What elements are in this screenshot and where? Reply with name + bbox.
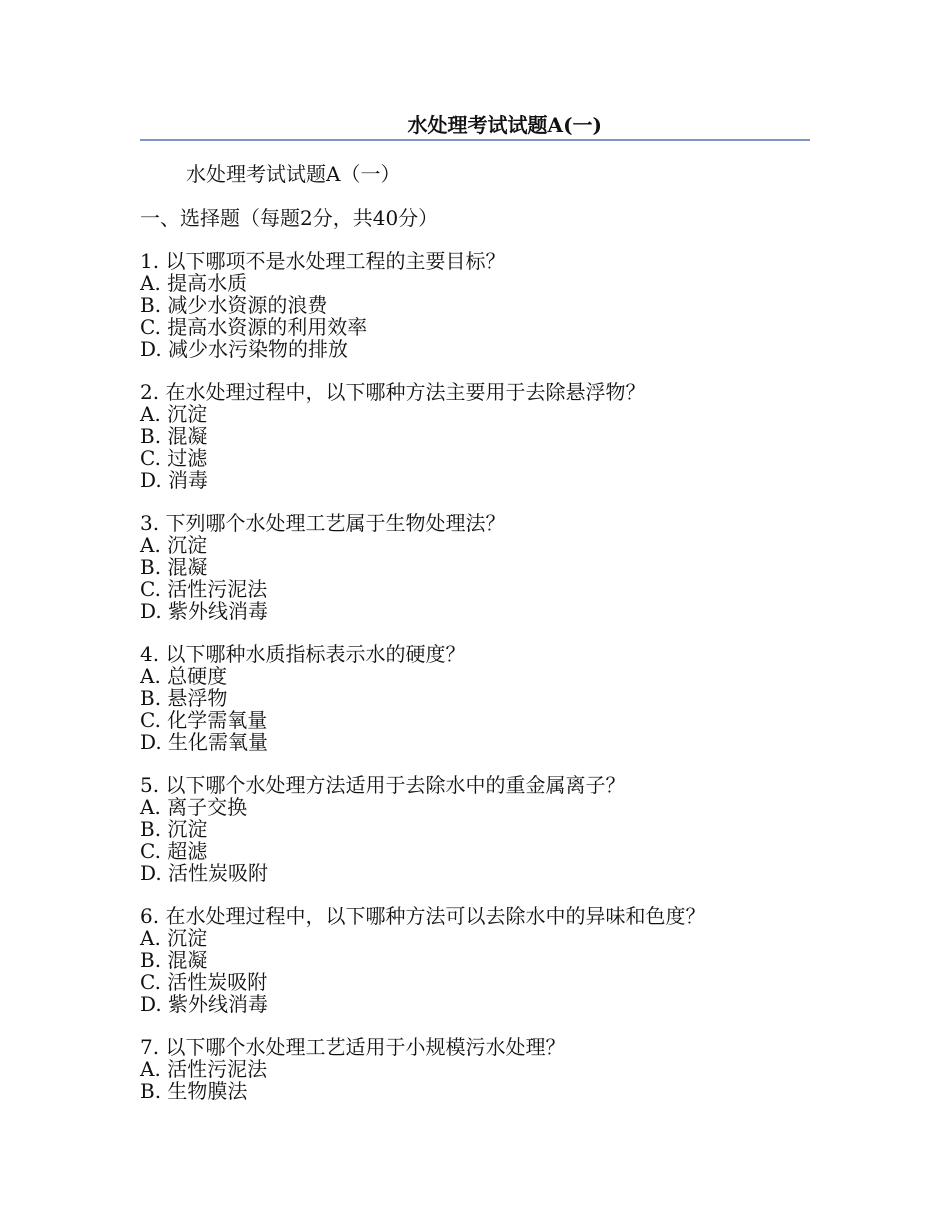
answer-option: A. 沉淀 bbox=[140, 926, 208, 950]
question-item bbox=[140, 1036, 820, 1102]
answer-option: B. 减少水资源的浪费 bbox=[140, 293, 328, 317]
answer-option: D. 减少水污染物的排放 bbox=[140, 337, 349, 361]
answer-option: A. 沉淀 bbox=[140, 533, 208, 557]
answer-option: A. 活性污泥法 bbox=[140, 1057, 268, 1081]
question-stem: 6. 在水处理过程中，以下哪种方法可以去除水中的异味和色度？ bbox=[140, 904, 706, 928]
question-list bbox=[140, 250, 820, 1123]
question-stem: 3. 下列哪个水处理工艺属于生物处理法？ bbox=[140, 511, 506, 535]
answer-option: B. 悬浮物 bbox=[140, 686, 228, 710]
answer-option: D. 紫外线消毒 bbox=[140, 599, 269, 623]
title-underline bbox=[140, 139, 810, 141]
answer-option: D. 消毒 bbox=[140, 468, 209, 492]
question-stem: 5. 以下哪个水处理方法适用于去除水中的重金属离子？ bbox=[140, 773, 626, 797]
answer-option: A. 提高水质 bbox=[140, 271, 248, 295]
answer-option: D. 紫外线消毒 bbox=[140, 992, 269, 1016]
answer-option: C. 活性污泥法 bbox=[140, 577, 268, 601]
answer-option: B. 混凝 bbox=[140, 555, 208, 579]
document-title: 水处理考试试题A(一) bbox=[407, 113, 602, 137]
answer-option: C. 过滤 bbox=[140, 446, 208, 470]
answer-option: C. 化学需氧量 bbox=[140, 708, 268, 732]
answer-option: D. 生化需氧量 bbox=[140, 730, 269, 754]
question-item bbox=[140, 381, 820, 491]
answer-option: B. 混凝 bbox=[140, 948, 208, 972]
answer-option: A. 总硬度 bbox=[140, 664, 228, 688]
answer-option: C. 活性炭吸附 bbox=[140, 970, 268, 994]
answer-option: D. 活性炭吸附 bbox=[140, 861, 269, 885]
answer-option: C. 提高水资源的利用效率 bbox=[140, 315, 368, 339]
question-item bbox=[140, 774, 820, 884]
question-item bbox=[140, 643, 820, 753]
question-stem: 4. 以下哪种水质指标表示水的硬度？ bbox=[140, 642, 466, 666]
question-stem: 2. 在水处理过程中，以下哪种方法主要用于去除悬浮物？ bbox=[140, 380, 646, 404]
section-heading: 一、选择题（每题2分，共40分） bbox=[140, 206, 439, 230]
answer-option: C. 超滤 bbox=[140, 839, 208, 863]
answer-option: B. 生物膜法 bbox=[140, 1079, 248, 1103]
question-stem: 1. 以下哪项不是水处理工程的主要目标？ bbox=[140, 249, 506, 273]
question-stem: 7. 以下哪个水处理工艺适用于小规模污水处理？ bbox=[140, 1035, 566, 1059]
question-item bbox=[140, 905, 820, 1015]
intro-heading: 水处理考试试题A（一） bbox=[186, 162, 401, 186]
question-item bbox=[140, 512, 820, 622]
answer-option: B. 沉淀 bbox=[140, 817, 208, 841]
answer-option: A. 沉淀 bbox=[140, 402, 208, 426]
question-item bbox=[140, 250, 820, 360]
answer-option: A. 离子交换 bbox=[140, 795, 248, 819]
answer-option: B. 混凝 bbox=[140, 424, 208, 448]
